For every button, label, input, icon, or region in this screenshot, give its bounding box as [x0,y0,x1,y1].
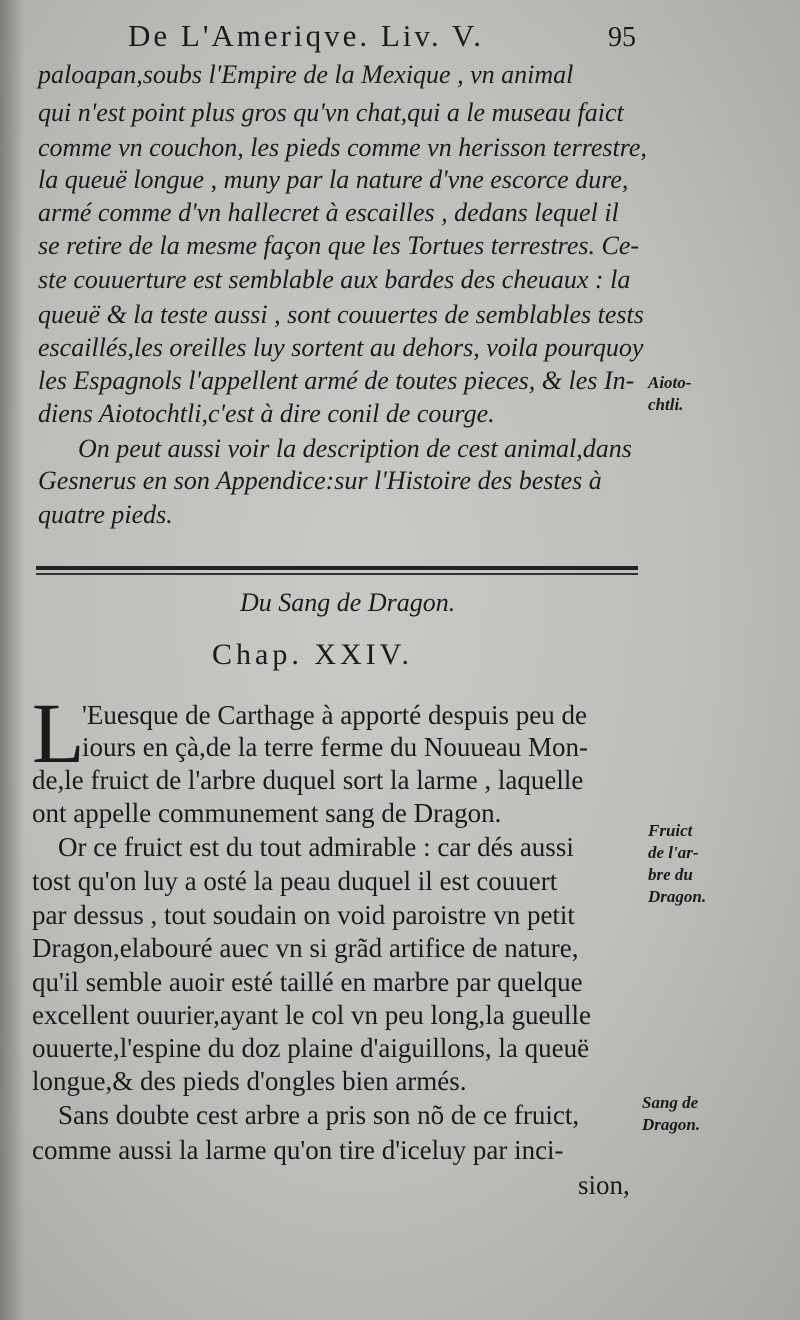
drop-cap: L [32,685,85,781]
text-line: qui n'est point plus gros qu'vn chat,qui a le museau faict [38,98,624,127]
text-line: On peut aussi voir la description de cest animal,dans [78,434,632,463]
text-line: Sans doubte cest arbre a pris son nõ de ce fruict, [58,1100,580,1130]
text-line: comme vn couchon, les pieds comme vn herisson terrestre, [38,133,647,162]
text-line: diens Aiotochtli,c'est à dire conil de courge. [38,399,495,428]
section-subtitle: Du Sang de Dragon. [240,588,456,617]
text-line: excellent ouurier,ayant le col vn peu long,la gueulle [32,1000,591,1030]
text-line: Dragon,elabouré auec vn si grãd artifice de nature, [32,933,579,963]
text-line: longue,& des pieds d'ongles bien armés. [32,1066,467,1096]
text-line: armé comme d'vn hallecret à escailles , dedans lequel il [38,198,619,227]
text-line: ouuerte,l'espine du doz plaine d'aiguillons, la queuë [32,1033,590,1063]
text-line: se retire de la mesme façon que les Tortues terrestres. Ce- [38,231,640,260]
text-line: ste couuerture est semblable aux bardes des cheuaux : la [38,265,631,294]
running-header [128,18,648,58]
chapter-heading: Chap. XXIV. [212,638,413,671]
margin-note-sang: Sang de Dragon. [642,1093,701,1134]
text-line: qu'il semble auoir esté taillé en marbre par quelque [32,967,583,997]
text-line: la queuë longue , muny par la nature d'vne escorce dure, [38,165,629,194]
text-line: 'Euesque de Carthage à apporté despuis peu de [82,700,587,730]
page-gutter-shadow [0,0,24,1320]
text-line: les Espagnols l'appellent armé de toutes pieces, & les In- [38,366,635,395]
page-number: 95 [608,22,636,53]
text-line: sion, [578,1170,630,1200]
section-divider-rule [36,566,638,575]
text-line: par dessus , tout soudain on void paroistre vn petit [32,900,575,930]
text-line: tost qu'on luy a osté la peau duquel il est couuert [32,866,558,896]
margin-note-fruict: Fruict de l'ar- bre du Dragon. [648,821,707,906]
text-line: Gesnerus en son Appendice:sur l'Histoire des bestes à [38,466,602,495]
text-line: ont appelle communement sang de Dragon. [32,798,502,828]
text-line: quatre pieds. [38,500,173,529]
text-line: paloapan,soubs l'Empire de la Mexique , vn animal [38,60,574,89]
margin-note-aiotochtli: Aioto- chtli. [648,373,692,414]
text-line: Or ce fruict est du tout admirable : car dés aussi [58,832,574,862]
text-line: de,le fruict de l'arbre duquel sort la larme , laquelle [32,765,584,795]
text-line: comme aussi la larme qu'on tire d'iceluy par inci- [32,1135,564,1165]
text-line: escaillés,les oreilles luy sortent au dehors, voila pourquoy [38,333,644,362]
text-line: queuë & la teste aussi , sont couuertes de semblables tests [38,300,644,329]
text-line: iours en çà,de la terre ferme du Nouueau Mon- [82,732,589,762]
running-title: De L'Ameriqve. Liv. V. [128,18,484,53]
